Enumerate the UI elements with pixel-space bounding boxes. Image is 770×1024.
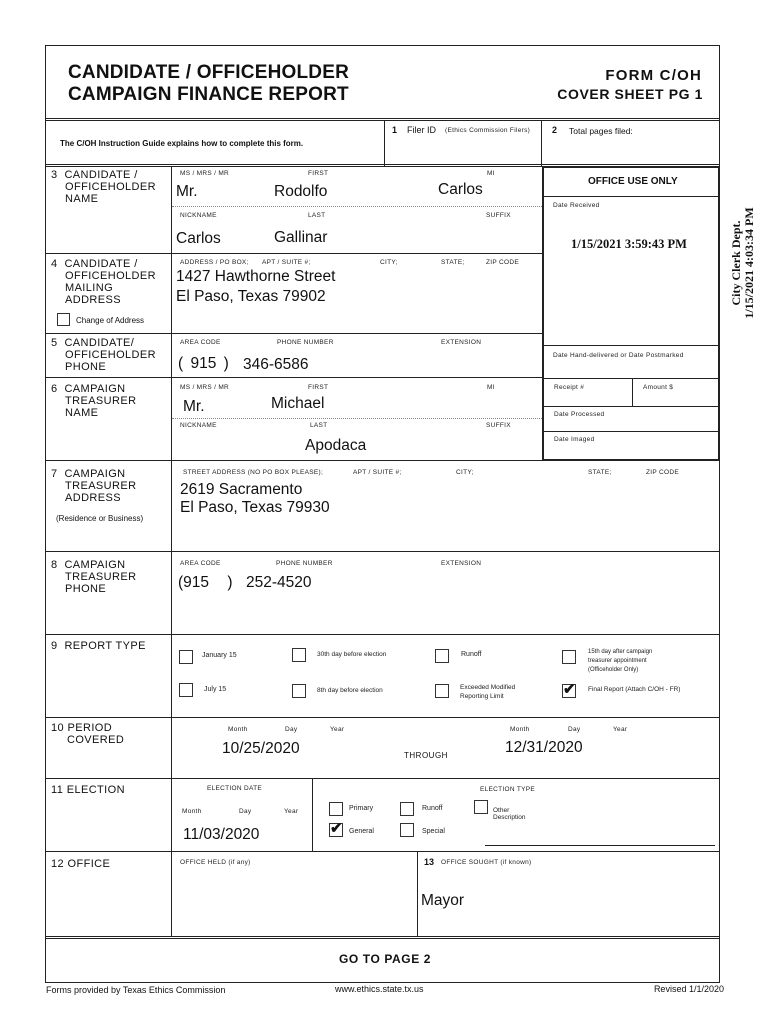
s13-num: 13: [424, 857, 435, 867]
s8-area: (915 ): [178, 574, 233, 591]
jan15-label: January 15: [202, 652, 237, 659]
special-label: Special: [422, 828, 445, 835]
s6-l3: NAME: [65, 407, 99, 419]
day15-checkbox[interactable]: [562, 650, 576, 664]
s3-first: Rodolfo: [274, 183, 328, 200]
s6-lab-mrs: MS / MRS / MR: [180, 384, 230, 391]
rule: [45, 717, 720, 718]
s9-label: [51, 640, 146, 652]
divider: [384, 121, 385, 166]
general-checkmark: ✔: [330, 820, 343, 837]
s6-lab-suffix: SUFFIX: [486, 422, 511, 429]
day8-label: 8th day before election: [317, 687, 383, 694]
s5-lab-area: AREA CODE: [180, 339, 221, 346]
s10-l1: PERIOD: [67, 722, 113, 734]
s7-lab-street: STREET ADDRESS (NO PO BOX PLEASE);: [183, 469, 324, 476]
form-border-bottom: [45, 982, 720, 983]
other-label-a: Other: [493, 807, 510, 814]
s10-lab-day2: Day: [568, 726, 581, 733]
s11-lab-month: Month: [182, 808, 202, 815]
filer-label: Filer ID: [407, 125, 436, 135]
s11-lab-type: ELECTION TYPE: [480, 786, 536, 793]
s6-lab-last: LAST: [310, 422, 328, 429]
exceeded-label-a: Exceeded Modified: [460, 684, 516, 691]
date-received-label: Date Received: [553, 202, 600, 209]
s4-lab-state: STATE;: [441, 259, 465, 266]
s8-lab-ext: EXTENSION: [441, 560, 482, 567]
rule: [45, 778, 720, 779]
divider: [632, 378, 633, 407]
stamp-line1: City Clerk Dept.: [729, 220, 743, 306]
go-to-page-2: GO TO PAGE 2: [338, 952, 432, 966]
rule: [543, 431, 720, 432]
s9-num: 9: [51, 640, 58, 652]
rule: [45, 120, 720, 121]
form-id: FORM C/OH: [605, 67, 702, 84]
receipt-label: Receipt #: [554, 384, 585, 391]
rule: [45, 253, 542, 254]
s3-mi: Carlos: [438, 181, 483, 198]
s12-text: OFFICE: [67, 858, 111, 870]
s3-l2: OFFICEHOLDER: [65, 181, 156, 193]
primary-checkbox[interactable]: [329, 802, 343, 816]
imaged-label: Date Imaged: [554, 436, 595, 443]
rule: [45, 164, 720, 165]
exceeded-label-b: Reporting Limit: [460, 693, 504, 700]
s7-lab-zip: ZIP CODE: [646, 469, 679, 476]
s10-through: THROUGH: [404, 751, 448, 760]
s8-lab-phone: PHONE NUMBER: [276, 560, 333, 567]
rule: [45, 377, 542, 378]
form-page: COVER SHEET PG 1: [557, 86, 703, 102]
primary-label: Primary: [349, 805, 374, 812]
s3-lab-mi: MI: [487, 170, 495, 177]
day30-checkbox[interactable]: [292, 648, 306, 662]
footer-provided: Forms provided by Texas Ethics Commission: [46, 985, 226, 995]
s12-num: 12: [51, 858, 65, 870]
s3-lab-first: FIRST: [308, 170, 329, 177]
s6-l1: CAMPAIGN: [64, 383, 126, 395]
rule: [45, 634, 720, 635]
s6-l2: TREASURER: [65, 395, 137, 407]
s11-text: ELECTION: [66, 784, 125, 796]
rule: [45, 118, 720, 119]
s10-from: 10/25/2020: [222, 740, 300, 757]
s3-lab-mrs: MS / MRS / MR: [180, 170, 230, 177]
election-runoff-checkbox[interactable]: [400, 802, 414, 816]
jul15-label: July 15: [204, 686, 227, 693]
pages-num: 2: [552, 125, 558, 135]
s10-l2: COVERED: [67, 734, 125, 746]
office-use-title: OFFICE USE ONLY: [588, 176, 678, 187]
s7-num: 7: [51, 468, 58, 480]
rule: [45, 551, 720, 552]
runoff-checkbox[interactable]: [435, 649, 449, 663]
processed-label: Date Processed: [554, 411, 605, 418]
runoff-label: Runoff: [461, 651, 482, 658]
s5-l3: PHONE: [65, 361, 107, 373]
s3-title: Mr.: [176, 183, 198, 200]
change-of-address-checkbox[interactable]: [57, 313, 70, 326]
filer-sub: (Ethics Commission Filers): [445, 127, 531, 134]
s5-label: [51, 337, 156, 373]
s10-lab-year: Year: [330, 726, 345, 733]
s10-label: [51, 722, 124, 746]
change-of-address-label: Change of Address: [76, 316, 145, 325]
s6-label: [51, 383, 136, 419]
day15-label-c: (Officeholder Only): [588, 667, 639, 673]
s4-l2: OFFICEHOLDER: [65, 270, 156, 282]
s5-l2: OFFICEHOLDER: [65, 349, 156, 361]
office-sought-value: Mayor: [421, 892, 465, 909]
election-runoff-label: Runoff: [422, 805, 443, 812]
other-description-line: [485, 845, 715, 846]
s10-lab-year2: Year: [613, 726, 628, 733]
s11-date: 11/03/2020: [183, 826, 260, 843]
s3-num: 3: [51, 169, 58, 181]
footer-revised: Revised 1/1/2020: [653, 984, 724, 994]
s3-l1: CANDIDATE /: [64, 169, 138, 181]
s4-lab-zip: ZIP CODE: [486, 259, 519, 266]
s8-num: 8: [51, 559, 58, 571]
general-label: General: [349, 828, 374, 835]
s10-num: 10: [51, 722, 65, 734]
s4-l4: ADDRESS: [65, 294, 121, 306]
s3-lab-nick: NICKNAME: [180, 212, 217, 219]
s8-l1: CAMPAIGN: [64, 559, 126, 571]
amount-label: Amount $: [643, 384, 674, 391]
s10-to: 12/31/2020: [505, 739, 583, 756]
filer-num: 1: [392, 125, 398, 135]
form-border-left: [45, 45, 46, 983]
s4-addr2: El Paso, Texas 79902: [176, 288, 326, 305]
s3-nickname: Carlos: [176, 230, 221, 247]
form-title-line1: CANDIDATE / OFFICEHOLDER: [68, 62, 349, 83]
clerk-stamp: [730, 163, 756, 363]
s7-lab-city: CITY;: [456, 469, 474, 476]
final-report-checkmark: ✔: [563, 681, 576, 698]
s9-text: REPORT TYPE: [64, 640, 146, 652]
office-sought-label: OFFICE SOUGHT (if known): [441, 859, 532, 866]
footer-url: www.ethics.state.tx.us: [335, 984, 424, 994]
s5-lab-phone: PHONE NUMBER: [277, 339, 334, 346]
jan15-checkbox[interactable]: [179, 650, 193, 664]
s6-last: Apodaca: [305, 437, 367, 454]
s4-l1: CANDIDATE /: [64, 258, 138, 270]
rule: [45, 851, 720, 852]
s5-lab-ext: EXTENSION: [441, 339, 482, 346]
rule: [45, 333, 542, 334]
s10-lab-month2: Month: [510, 726, 530, 733]
s10-lab-day: Day: [285, 726, 298, 733]
s7-addr1: 2619 Sacramento: [180, 481, 303, 498]
hand-delivered-label: Date Hand-delivered or Date Postmarked: [553, 352, 684, 359]
s12-label: [51, 858, 110, 870]
office-held-label: OFFICE HELD (if any): [180, 859, 251, 866]
day15-label-a: 15th day after campaign: [588, 649, 653, 655]
rule: [543, 406, 720, 407]
jul15-checkbox[interactable]: [179, 683, 193, 697]
s3-lab-suffix: SUFFIX: [486, 212, 511, 219]
s6-lab-first: FIRST: [308, 384, 329, 391]
s6-first: Michael: [271, 395, 325, 412]
stamp-line2: 1/15/2021 4:03:34 PM: [742, 207, 756, 319]
s7-l2: TREASURER: [65, 480, 137, 492]
s6-num: 6: [51, 383, 58, 395]
special-checkbox[interactable]: [400, 823, 414, 837]
s11-num: 11: [51, 784, 64, 796]
s4-lab-addr: ADDRESS / PO BOX;: [180, 259, 249, 266]
s5-phone: 346-6586: [243, 356, 309, 373]
s4-lab-apt: APT / SUITE #;: [262, 259, 311, 266]
s11-lab-day: Day: [239, 808, 252, 815]
s5-l1: CANDIDATE/: [64, 337, 135, 349]
dotted-rule: [172, 418, 542, 419]
s4-addr1: 1427 Hawthorne Street: [176, 268, 336, 285]
divider: [417, 851, 418, 937]
divider: [541, 121, 542, 166]
s7-addr2: El Paso, Texas 79930: [180, 499, 330, 516]
s7-lab-state: STATE;: [588, 469, 612, 476]
s6-lab-nick: NICKNAME: [180, 422, 217, 429]
date-received-value: 1/15/2021 3:59:43 PM: [571, 237, 687, 251]
s8-phone: 252-4520: [246, 574, 312, 591]
day15-label-b: treasurer appointment: [588, 658, 647, 664]
day30-label: 30th day before election: [317, 651, 387, 658]
other-checkbox[interactable]: [474, 800, 488, 814]
instruction-text: The C/OH Instruction Guide explains how to complete this form.: [60, 139, 304, 148]
s6-lab-mi: MI: [487, 384, 495, 391]
s11-lab-year: Year: [284, 808, 299, 815]
s7-lab-apt: APT / SUITE #;: [353, 469, 402, 476]
s4-num: 4: [51, 258, 58, 270]
final-report-label: Final Report (Attach C/OH - FR): [588, 686, 681, 693]
s3-l3: NAME: [65, 193, 99, 205]
day8-checkbox[interactable]: [292, 684, 306, 698]
rule: [543, 196, 720, 197]
s5-num: 5: [51, 337, 58, 349]
s6-title: Mr.: [183, 398, 205, 415]
exceeded-checkbox[interactable]: [435, 684, 449, 698]
s8-label: [51, 559, 136, 595]
rule: [45, 938, 720, 939]
dotted-rule: [172, 206, 542, 207]
s8-lab-area: AREA CODE: [180, 560, 221, 567]
rule: [543, 345, 720, 346]
s7-l1: CAMPAIGN: [64, 468, 126, 480]
s8-l3: PHONE: [65, 583, 107, 595]
form-border-top: [45, 45, 720, 46]
divider: [312, 778, 313, 851]
s8-l2: TREASURER: [65, 571, 137, 583]
s5-area: ( 915 ): [178, 355, 229, 372]
rule: [45, 936, 720, 937]
rule: [45, 460, 720, 461]
other-label-b: Description: [493, 814, 526, 821]
s3-lab-last: LAST: [308, 212, 326, 219]
s7-l3: ADDRESS: [65, 492, 121, 504]
s4-label: [51, 258, 156, 306]
s3-last: Gallinar: [274, 229, 328, 246]
s11-lab-date: ELECTION DATE: [207, 785, 263, 792]
s4-lab-city: CITY;: [380, 259, 398, 266]
form-title-line2: CAMPAIGN FINANCE REPORT: [68, 84, 349, 105]
s3-label: [51, 169, 156, 205]
s7-l4: (Residence or Business): [56, 514, 144, 523]
s10-lab-month: Month: [228, 726, 248, 733]
s4-l3: MAILING: [65, 282, 114, 294]
s11-label: [51, 784, 125, 796]
pages-label: Total pages filed:: [569, 126, 633, 136]
s7-label: [51, 468, 136, 504]
